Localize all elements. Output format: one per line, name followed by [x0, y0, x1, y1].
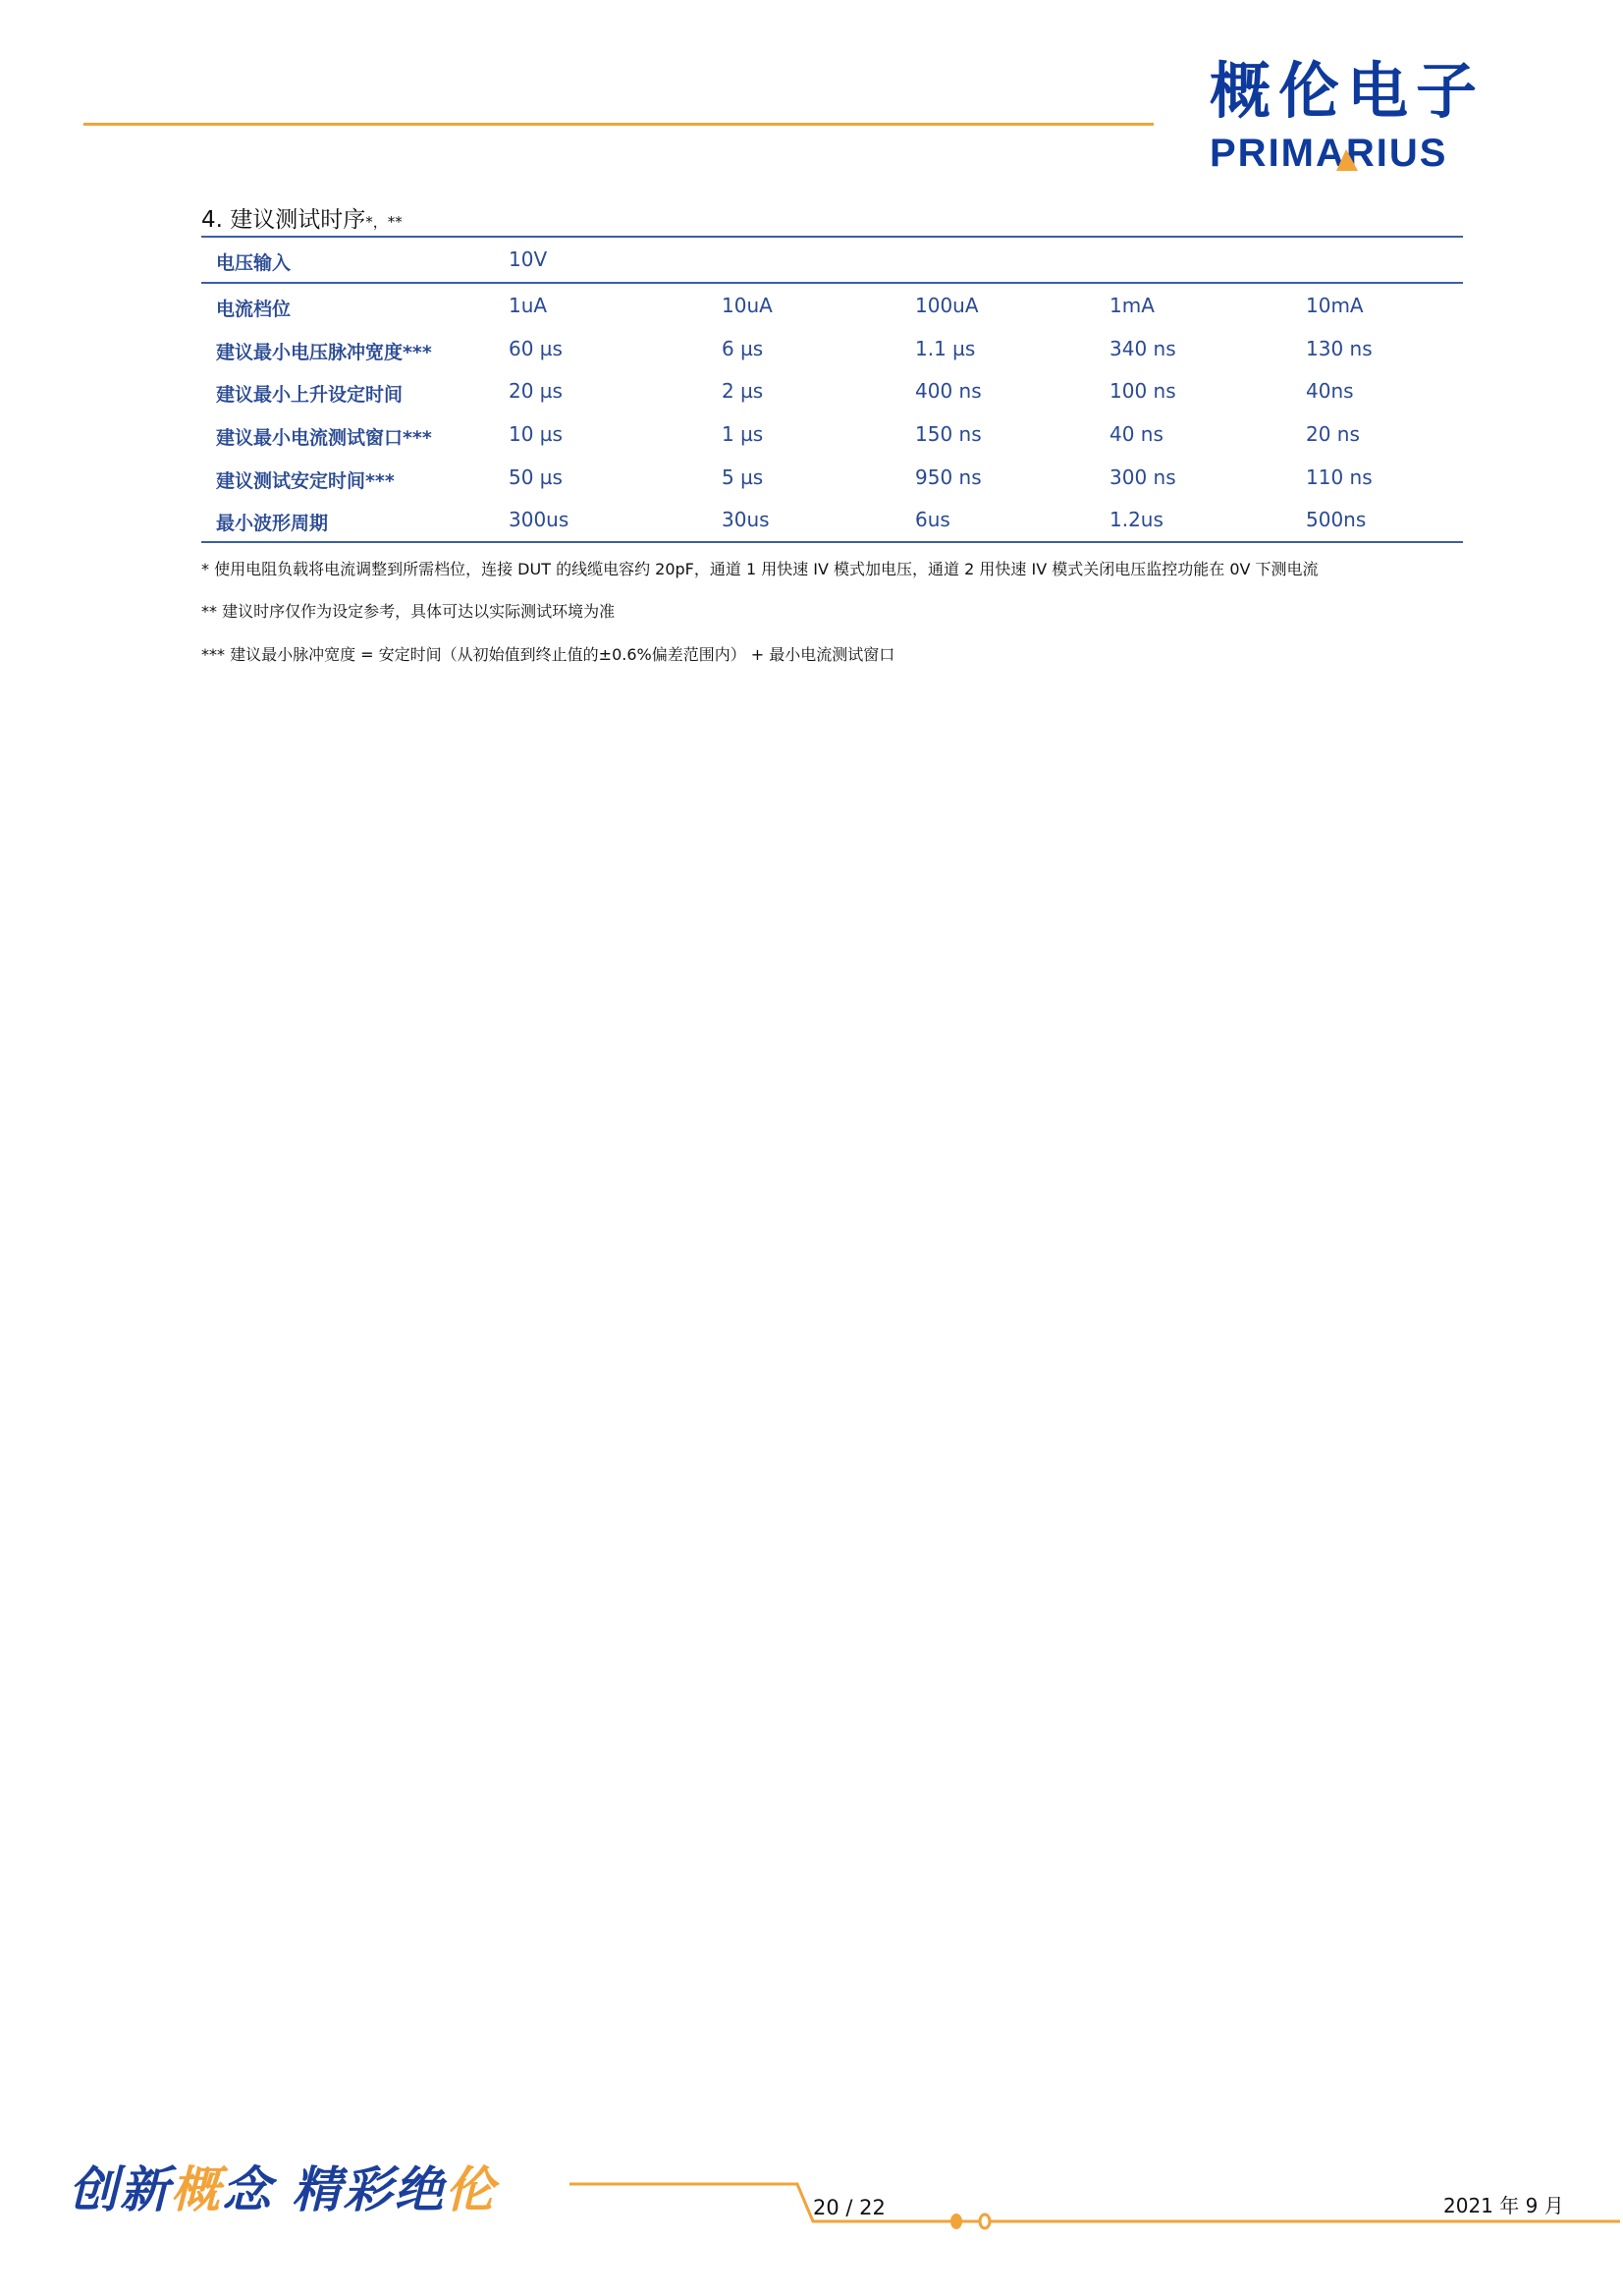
table-cell: 100 ns [1109, 379, 1176, 403]
ring-icon [980, 2214, 990, 2228]
date: 2021 年 9 月 [1443, 2194, 1564, 2217]
logo-en: PRIMARIUS [1210, 132, 1448, 175]
row-label: 最小波形周期 [216, 513, 329, 534]
table-cell: 30us [722, 508, 770, 531]
table-cell: 110 ns [1306, 465, 1373, 489]
table-cell: 5 µs [722, 465, 764, 489]
table-cell: 1uA [509, 294, 548, 317]
table-cell: 1 µs [722, 422, 764, 446]
table-cell: 400 ns [915, 379, 982, 403]
table-cell: 100uA [915, 294, 979, 317]
table-cell: 130 ns [1306, 337, 1373, 360]
table-cell: 300 ns [1109, 465, 1176, 489]
slogan-part: 念 精彩绝 [222, 2160, 446, 2218]
row-label: 建议最小电流测试窗口*** [216, 427, 432, 449]
slogan-part: 伦 [445, 2160, 497, 2218]
table-cell: 10uA [722, 294, 773, 317]
voltage-label: 电压输入 [216, 252, 292, 274]
table-cell: 1.1 µs [915, 337, 976, 360]
section-title-marks: *，** [365, 213, 403, 231]
voltage-value: 10V [509, 247, 548, 271]
table-cell: 10 µs [509, 422, 563, 446]
footnote-2: ** 建议时序仅作为设定参考，具体可达以实际测试环境为准 [201, 602, 616, 621]
footnote-3: *** 建议最小脉冲宽度 = 安定时间（从初始值到终止值的±0.6%偏差范围内） + 最小电流测试窗口 [201, 645, 895, 664]
row-label: 电流档位 [216, 299, 292, 320]
table-cell: 500ns [1306, 508, 1367, 531]
section-title-text: 4. 建议测试时序 [201, 207, 366, 233]
dot-icon [950, 2214, 962, 2229]
row-label: 建议测试安定时间*** [216, 470, 395, 492]
table-cell: 50 µs [509, 465, 563, 489]
table-cell: 60 µs [509, 337, 563, 360]
slogan-part: 概 [171, 2160, 222, 2218]
table-cell: 2 µs [722, 379, 764, 403]
table-cell: 10mA [1306, 294, 1364, 317]
table-cell: 20 ns [1306, 422, 1360, 446]
footnote-1: * 使用电阻负载将电流调整到所需档位，连接 DUT 的线缆电容约 20pF，通道 1 用快速 IV 模式加电压，通道 2 用快速 IV 模式关闭电压监控功能在 0V 下测电流 [201, 560, 1319, 578]
table-cell: 40ns [1306, 379, 1354, 403]
table-cell: 340 ns [1109, 337, 1176, 360]
table-cell: 1.2us [1109, 508, 1163, 531]
table-cell: 6us [915, 508, 950, 531]
logo-cn: 概伦电子 [1210, 55, 1486, 127]
table-cell: 20 µs [509, 379, 563, 403]
page-number: 20 / 22 [813, 2196, 886, 2219]
table-cell: 150 ns [915, 422, 982, 446]
table-cell: 300us [509, 508, 569, 531]
row-label: 建议最小上升设定时间 [216, 384, 404, 406]
table-cell: 6 µs [722, 337, 764, 360]
row-label: 建议最小电压脉冲宽度*** [216, 342, 432, 363]
table-cell: 950 ns [915, 465, 982, 489]
slogan-part: 创新 [69, 2160, 171, 2218]
table-cell: 40 ns [1109, 422, 1163, 446]
table-cell: 1mA [1109, 294, 1155, 317]
